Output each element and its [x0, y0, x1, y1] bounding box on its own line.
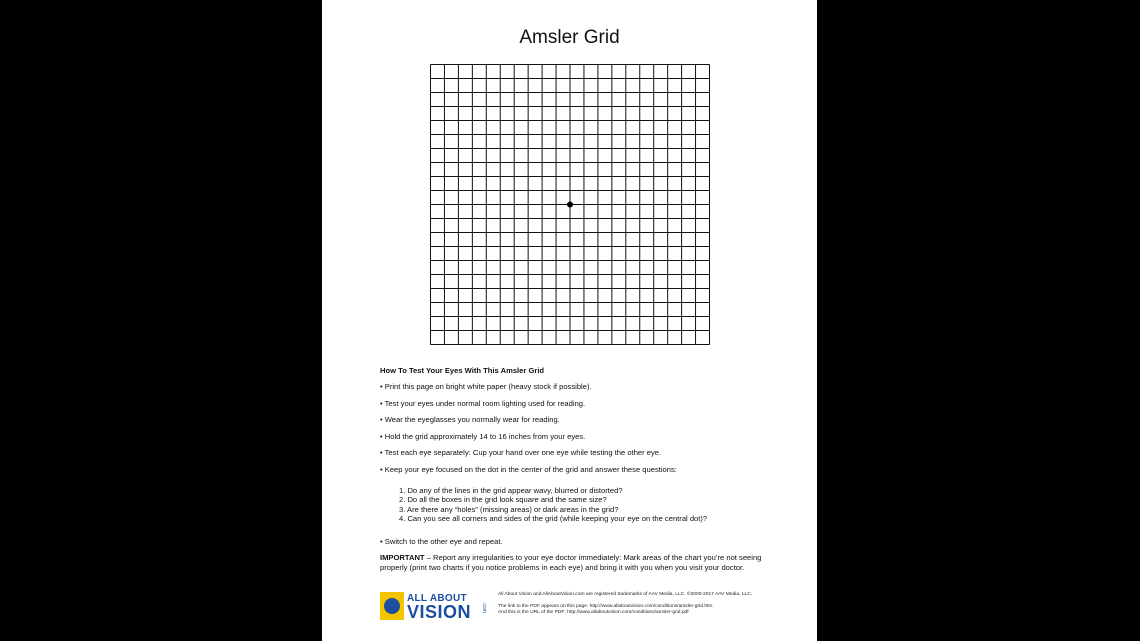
- logo-eye-icon: [384, 598, 400, 614]
- amsler-grid: [430, 64, 710, 345]
- center-dot: [567, 202, 573, 208]
- instruction-bullet: • Wear the eyeglasses you normally wear for reading.: [380, 415, 560, 424]
- all-about-vision-logo: [380, 592, 490, 622]
- pdf-link-line: The link to the PDF appears on this page: http://www.allaboutvision.com/conditions/amsler-grid.htm: [498, 604, 713, 609]
- trademark-text: All About Vision and AllAboutVision.com are registered trademarks of AAV Media, LLC. ©2000-2017 AAV Media, LLC.: [498, 592, 753, 597]
- important-label: IMPORTANT: [380, 553, 425, 563]
- question-item: 4. Can you see all corners and sides of the grid (while keeping your eye on the central dot)?: [399, 514, 708, 524]
- footer: [380, 592, 800, 628]
- instruction-bullet: • Test each eye separately: Cup your hand over one eye while testing the other eye.: [380, 448, 662, 457]
- important-note: [380, 553, 780, 573]
- instruction-bullet: • Test your eyes under normal room lighting used for reading.: [380, 398, 586, 408]
- footer-text: [498, 592, 798, 616]
- question-item: 2. Do all the boxes in the grid look square and the same size?: [399, 495, 607, 505]
- logo-text-bottom: VISION: [407, 602, 472, 622]
- question-list: [399, 486, 780, 524]
- pdf-url-line: And this is the URL of the PDF: http://www.allaboutvision.com/conditions/amsler-grid.pdf: [498, 610, 689, 615]
- instruction-bullet: • Keep your eye focused on the dot in the center of the grid and answer these questions:: [380, 464, 677, 474]
- page-title: Amsler Grid: [519, 27, 620, 48]
- instructions: [380, 366, 780, 573]
- question-item: 1. Do any of the lines in the grid appear wavy, blurred or distorted?: [399, 485, 623, 495]
- instruction-bullet: • Hold the grid approximately 14 to 16 inches from your eyes.: [380, 431, 586, 441]
- logo-text-top: ALL ABOUT: [407, 593, 467, 604]
- question-item: 3. Are there any “holes” (missing areas) or dark areas in the grid?: [399, 504, 619, 514]
- instruction-bullet: • Print this page on bright white paper (heavy stock if possible).: [380, 382, 592, 391]
- important-text: – Report any irregularities to your eye doctor immediately: Mark areas of the chart you’re not seeing properly (print two charts if you notice problems in each eye) and bring it with you when you visit your doctor.: [380, 553, 762, 573]
- logo-text-com: .com: [481, 602, 487, 613]
- document-page: [322, 0, 817, 641]
- instruction-bullet: • Switch to the other eye and repeat.: [380, 536, 503, 546]
- amsler-grid-svg: [430, 64, 710, 345]
- logo-eye-mark-icon: [380, 592, 404, 620]
- instructions-heading: How To Test Your Eyes With This Amsler Grid: [380, 366, 545, 375]
